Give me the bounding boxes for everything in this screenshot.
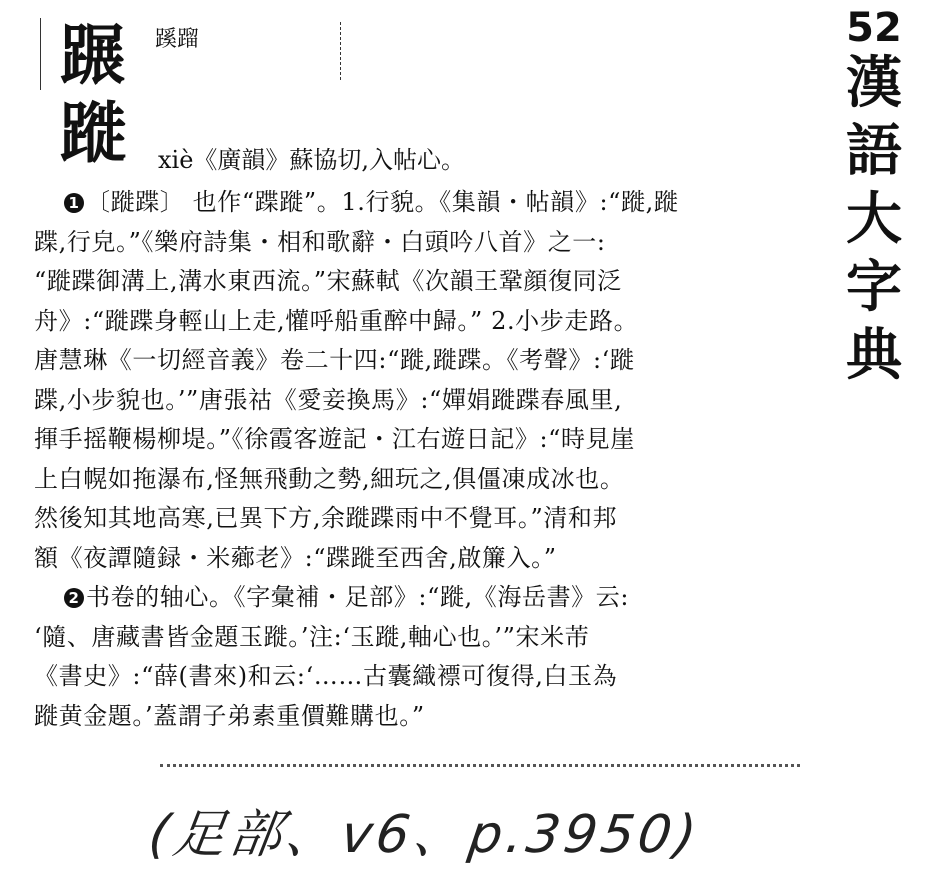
definition-line [34,697,804,737]
volume-number: 52 [846,5,902,51]
definition-line [34,183,804,223]
book-spine-label [838,6,910,390]
book-name [838,50,910,390]
book-name-char: 漢 [846,51,902,116]
definition-text: 舟》:“蹝蹀身輕山上走,懽呼船重醉中歸。” 2.小步走路。 [34,306,639,335]
definition-line [34,618,804,658]
page-bottom-rule [160,764,800,767]
definition-text: 唐慧琳《一切經音義》卷二十四:“蹝,蹝蹀。《考聲》:‘蹝 [34,346,635,374]
definition-text: 书卷的轴心。《字彙補・足部》:“蹝,《海岳書》云: [86,583,630,611]
related-characters: 蹊蹓 [155,27,200,52]
definition-text: 蹀,小步貌也。’”唐張祜《愛妾換馬》:“嬋娟蹝蹀春風里, [34,385,623,414]
sense-number-badge: 2 [64,588,84,608]
definition-line [34,539,804,579]
definition-text: 額《夜譚隨録・米薌老》:“蹀蹝至西舍,啟簾入。” [34,543,557,572]
definition-text: 上白幌如拖瀑布,怪無飛動之勢,細玩之,俱僵凍成冰也。 [34,464,625,493]
book-name-char: 大 [846,187,902,252]
definition-text: “蹝蹀御溝上,溝水東西流。”宋蘇軾《次韻王鞏顔復同泛 [34,267,622,295]
margin-rule [340,22,341,80]
sense-number-badge: 1 [64,193,84,213]
definition-text: ‘隨、唐藏書皆金題玉蹝。’注:‘玉蹝,軸心也。’”宋米芾 [34,622,590,651]
definition-line [34,578,804,618]
definition-line [34,499,804,539]
handwritten-citation: (足部、v6、p.3950) [145,805,704,865]
head-character: 蹝 [60,94,126,172]
definition-line [34,420,804,460]
book-name-char: 語 [846,119,902,184]
definition-line [34,223,804,263]
definition-line [34,302,804,342]
definition-line [34,262,804,302]
definition-text: 《書史》:“薛(書來)和云:‘……古囊織褾可復得,白玉為 [34,662,618,690]
definition-line [34,657,804,697]
book-name-char: 典 [846,323,902,388]
definition-text: 蹝黄金題。’蓋謂子弟素重價難購也。” [34,701,425,730]
definition-body [34,183,804,736]
definition-text: 蹀,行皃。”《樂府詩集・相和歌辭・白頭吟八首》之一: [34,227,606,256]
book-name-char: 字 [846,255,902,320]
margin-rule [40,18,41,90]
definition-line [34,460,804,500]
definition-line [34,381,804,421]
definition-text: 〔蹝蹀〕 也作“蹀蹝”。1.行貌。《集韻・帖韻》:“蹝,蹝 [86,188,679,216]
definition-text: 然後知其地高寒,已異下方,余蹝蹀雨中不覺耳。”清和邦 [34,504,618,532]
definition-text: 揮手摇鞭楊柳堤。”《徐霞客遊記・江右遊日記》:“時見崖 [34,425,635,453]
definition-line [34,341,804,381]
head-character-variant: 蹍 [60,16,126,94]
pronunciation-line: xiè《廣韻》蘇協切,入帖心。 [158,146,466,174]
